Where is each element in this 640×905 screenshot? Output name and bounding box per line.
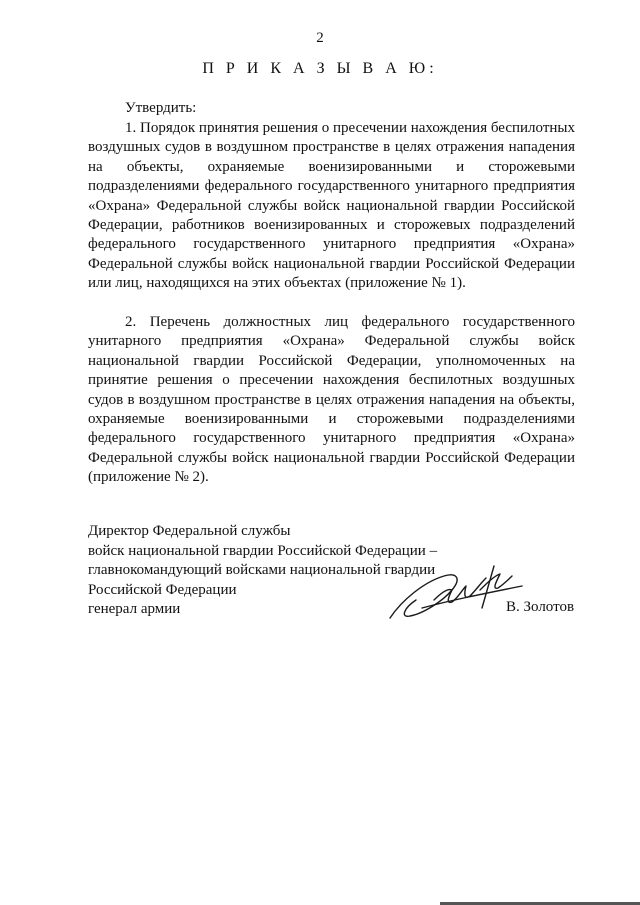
paragraph-2: 2. Перечень должностных лиц федерального государственного унитарного предприятия «Охрана» Федеральной службы войск национальной гвардии Российской Федерации, уполномоченных на принятие решения о пресечении нахождения беспилотных воздушных судов в воздушном пространстве в целях отражения нападения на объекты, охраняемые военизированными и сторожевыми подразделениями федерального государственного унитарного предприятия «Охрана» Федеральной службы войск национальной гвардии Российской Федерации (приложение № 2). [88, 314, 575, 486]
handwritten-signature [382, 560, 532, 630]
signatory-title-line-4: Российской Федерации [88, 581, 237, 598]
signatory-title-line-2: войск национальной гвардии Российской Федерации – [88, 542, 438, 559]
signer-name: В. Золотов [506, 599, 575, 615]
order-title: П Р И К А З Ы В А Ю: [202, 60, 438, 77]
signatory-rank: генерал армии [88, 601, 181, 618]
paragraph-1: 1. Порядок принятия решения о пресечении нахождения беспилотных воздушных судов в воздушном пространстве в целях отражения нападения на объекты, охраняемые военизированными и сторожевыми подразделениями федерального государственного унитарного предприятия «Охрана» Федеральной службы войск национальной гвардии Российской Федерации, работников военизированных и сторожевых подразделений федерального государственного унитарного предприятия «Охрана» Федеральной службы войск национальной гвардии Российской Федерации или лиц, находящихся на этих объектах (приложение № 1). [88, 120, 575, 292]
approve-label: Утвердить: [125, 100, 197, 116]
signatory-title-line-1: Директор Федеральной службы [88, 523, 291, 539]
signatory-title-line-3: главнокомандующий войсками национальной гвардии [88, 562, 436, 579]
page-number: 2 [316, 30, 324, 46]
